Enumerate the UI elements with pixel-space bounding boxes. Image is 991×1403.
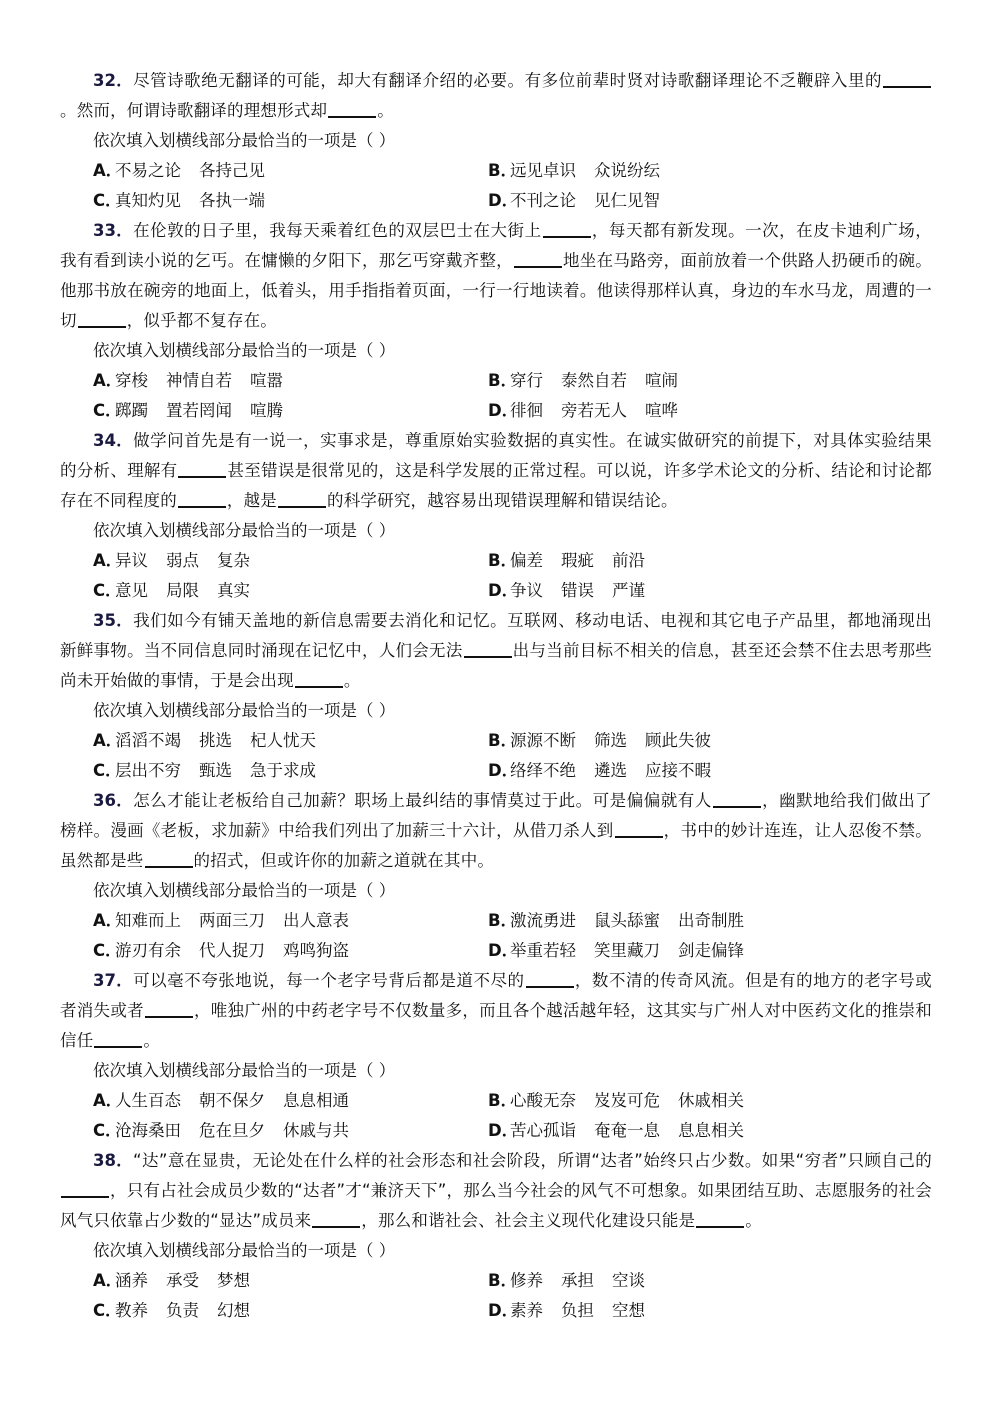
option-word: 争议 (510, 581, 543, 600)
stem-text: 做学问首先是有一说一，实事求是，尊重原始实验数据的真实性。在诚实做研究的前提下，对具体实验结果的分析、理解有 (60, 431, 932, 480)
option-b (488, 1266, 883, 1296)
option-word: 激流勇进 (510, 911, 576, 930)
option-word: 幻想 (217, 1301, 250, 1320)
stem-text: 。然而，何谓诗歌翻译的理想形式却 (60, 101, 328, 120)
option-letter: D． (488, 761, 519, 780)
option-c (93, 396, 488, 426)
fill-blank (61, 1195, 109, 1198)
option-words (115, 186, 283, 216)
option-word: 急于求成 (250, 761, 316, 780)
option-words (510, 726, 729, 756)
option-word: 危在旦夕 (199, 1121, 265, 1140)
option-c (93, 936, 488, 966)
stem-text: “达”意在显贵，无论处在什么样的社会形态和社会阶段，所谓“达者”始终只占少数。如果“穷者”只顾自己的 (132, 1151, 932, 1170)
stem-text: ，书中的妙计连连，让人忍俊不禁。虽然都是些 (60, 821, 932, 870)
option-word: 瑕疵 (561, 551, 594, 570)
option-word: 空想 (612, 1301, 645, 1320)
exam-page (60, 66, 932, 1326)
stem-text: 。 (143, 1031, 161, 1050)
option-c (93, 1296, 488, 1326)
option-word: 遴选 (594, 761, 627, 780)
option-word: 知难而上 (115, 911, 181, 930)
option-word: 旁若无人 (561, 401, 627, 420)
option-word: 奄奄一息 (594, 1121, 660, 1140)
fill-blank (328, 115, 376, 118)
options-row (60, 1086, 932, 1116)
option-d (488, 576, 883, 606)
question-stem (60, 66, 932, 126)
option-word: 人生百态 (115, 1091, 181, 1110)
option-words (510, 396, 696, 426)
option-a (93, 1266, 488, 1296)
stem-text: 尽管诗歌绝无翻译的可能，却大有翻译介绍的必要。有多位前辈时贤对诗歌翻译理论不乏鞭辟入里的 (133, 71, 882, 90)
option-word: 层出不穷 (115, 761, 181, 780)
option-word: 素养 (510, 1301, 543, 1320)
option-words (115, 1296, 268, 1326)
fill-blank (278, 505, 326, 508)
option-word: 徘徊 (510, 401, 543, 420)
options-row (60, 156, 932, 186)
option-letter: D． (488, 1121, 519, 1140)
stem-text: 可以毫不夸张地说，每一个老字号背后都是道不尽的 (133, 971, 525, 990)
option-word: 代人捉刀 (199, 941, 265, 960)
option-words (510, 1266, 663, 1296)
option-d (488, 936, 883, 966)
option-word: 真实 (217, 581, 250, 600)
question-number: 36． (93, 791, 134, 810)
fill-blank (883, 85, 931, 88)
option-word: 各持己见 (199, 161, 265, 180)
option-b (488, 726, 883, 756)
stem-text: 的招式，但或许你的加薪之道就在其中。 (193, 851, 495, 870)
option-words (510, 576, 663, 606)
option-words (115, 1266, 268, 1296)
fill-blank (312, 1225, 360, 1228)
question-stem (60, 786, 932, 876)
options-row (60, 1116, 932, 1146)
option-word: 息息相通 (283, 1091, 349, 1110)
option-word: 承受 (166, 1271, 199, 1290)
options-row (60, 936, 932, 966)
option-b (488, 546, 883, 576)
fill-blank (178, 475, 226, 478)
options-row (60, 906, 932, 936)
option-d (488, 1296, 883, 1326)
option-words (115, 726, 334, 756)
option-a (93, 156, 488, 186)
option-c (93, 576, 488, 606)
option-d (488, 756, 883, 786)
option-letter: D． (488, 941, 519, 960)
option-letter: A． (93, 731, 123, 750)
option-letter: D． (488, 1301, 519, 1320)
option-word: 朝不保夕 (199, 1091, 265, 1110)
option-word: 两面三刀 (199, 911, 265, 930)
option-words (510, 186, 678, 216)
question-stem (60, 966, 932, 1056)
stem-text: ，幽默地给我们做出了榜样。漫画《老板，求加薪》中给我们列出了加薪三十六计，从借刀杀人到 (60, 791, 932, 840)
option-word: 顾此失彼 (645, 731, 711, 750)
fill-blank (696, 1225, 744, 1228)
option-word: 负担 (561, 1301, 594, 1320)
fill-blank (178, 505, 226, 508)
option-words (115, 936, 367, 966)
options-row (60, 726, 932, 756)
option-words (510, 906, 762, 936)
option-c (93, 756, 488, 786)
option-word: 甄选 (199, 761, 232, 780)
option-a (93, 1086, 488, 1116)
stem-text: 怎么才能让老板给自己加薪？职场上最纠结的事情莫过于此。可是偏偏就有人 (133, 791, 712, 810)
option-word: 喧闹 (645, 371, 678, 390)
option-word: 神情自若 (166, 371, 232, 390)
option-word: 喧嚣 (250, 371, 283, 390)
question-stem (60, 606, 932, 696)
question-prompt: 依次填入划横线部分最恰当的一项是（ ） (93, 131, 396, 150)
option-word: 杞人忧天 (250, 731, 316, 750)
option-word: 休戚相关 (678, 1091, 744, 1110)
option-c (93, 186, 488, 216)
option-word: 络绎不绝 (510, 761, 576, 780)
stem-text: 。 (745, 1211, 762, 1230)
option-a (93, 726, 488, 756)
option-words (115, 156, 283, 186)
fill-blank (145, 1015, 193, 1018)
option-words (510, 156, 678, 186)
fill-blank (713, 805, 761, 808)
stem-text: 的科学研究，越容易出现错误理解和错误结论。 (327, 491, 678, 510)
option-letter: D． (488, 581, 519, 600)
option-word: 滔滔不竭 (115, 731, 181, 750)
option-letter: B． (488, 371, 518, 390)
option-word: 置若罔闻 (166, 401, 232, 420)
options-row (60, 396, 932, 426)
option-words (115, 366, 301, 396)
question-stem (60, 426, 932, 516)
option-word: 教养 (115, 1301, 148, 1320)
question-32 (60, 66, 932, 216)
option-word: 挑选 (199, 731, 232, 750)
option-letter: A． (93, 1271, 123, 1290)
option-word: 各执一端 (199, 191, 265, 210)
question-38 (60, 1146, 932, 1326)
option-letter: A． (93, 1091, 123, 1110)
option-letter: B． (488, 911, 518, 930)
fill-blank (464, 655, 512, 658)
option-d (488, 396, 883, 426)
fill-blank (514, 265, 562, 268)
options-row (60, 576, 932, 606)
option-word: 穿梭 (115, 371, 148, 390)
option-letter: A． (93, 551, 123, 570)
option-word: 梦想 (217, 1271, 250, 1290)
option-word: 偏差 (510, 551, 543, 570)
option-word: 游刃有余 (115, 941, 181, 960)
option-word: 承担 (561, 1271, 594, 1290)
option-word: 众说纷纭 (594, 161, 660, 180)
question-prompt: 依次填入划横线部分最恰当的一项是（ ） (93, 1241, 396, 1260)
option-a (93, 906, 488, 936)
fill-blank (295, 685, 343, 688)
question-33 (60, 216, 932, 426)
options-row (60, 1266, 932, 1296)
stem-text: ，唯独广州的中药老字号不仅数量多，而且各个越活越年轻，这其实与广州人对中医药文化的推崇和信任 (60, 1001, 933, 1050)
option-words (115, 1116, 367, 1146)
option-word: 弱点 (166, 551, 199, 570)
question-number: 38． (93, 1151, 133, 1170)
question-34 (60, 426, 932, 606)
option-word: 涵养 (115, 1271, 148, 1290)
option-letter: A． (93, 371, 123, 390)
option-letter: B． (488, 731, 518, 750)
option-b (488, 366, 883, 396)
option-word: 苦心孤诣 (510, 1121, 576, 1140)
option-b (488, 156, 883, 186)
option-word: 真知灼见 (115, 191, 181, 210)
option-word: 不刊之论 (510, 191, 576, 210)
option-word: 举重若轻 (510, 941, 576, 960)
question-prompt: 依次填入划横线部分最恰当的一项是（ ） (93, 341, 396, 360)
fill-blank (615, 835, 663, 838)
option-b (488, 906, 883, 936)
option-word: 休戚与共 (283, 1121, 349, 1140)
option-words (510, 546, 663, 576)
question-number: 34． (93, 431, 134, 450)
option-d (488, 186, 883, 216)
stem-text: ，数不清的传奇风流。但是有的地方的老字号或者消失或者 (60, 971, 932, 1020)
option-word: 不易之论 (115, 161, 181, 180)
question-prompt: 依次填入划横线部分最恰当的一项是（ ） (93, 701, 396, 720)
option-word: 踯躅 (115, 401, 148, 420)
question-prompt: 依次填入划横线部分最恰当的一项是（ ） (93, 881, 396, 900)
option-word: 严谨 (612, 581, 645, 600)
stem-text: 地坐在马路旁，面前放着一个供路人扔硬币的碗。他那书放在碗旁的地面上，低着头，用手指指着页面，一行一行地读着。他读得那样认真，身边的车水马龙，周遭的一切 (60, 251, 932, 330)
option-words (115, 546, 268, 576)
option-word: 喧腾 (250, 401, 283, 420)
option-word: 息息相关 (678, 1121, 744, 1140)
option-words (510, 366, 696, 396)
option-words (510, 936, 762, 966)
stem-text: ，那么和谐社会、社会主义现代化建设只能是 (361, 1211, 696, 1230)
option-word: 远见卓识 (510, 161, 576, 180)
question-36 (60, 786, 932, 966)
option-word: 意见 (115, 581, 148, 600)
question-number: 37． (93, 971, 134, 990)
question-prompt: 依次填入划横线部分最恰当的一项是（ ） (93, 521, 396, 540)
option-word: 穿行 (510, 371, 543, 390)
option-word: 筛选 (594, 731, 627, 750)
option-word: 见仁见智 (594, 191, 660, 210)
option-word: 源源不断 (510, 731, 576, 750)
question-stem (60, 216, 932, 336)
option-word: 鸡鸣狗盗 (283, 941, 349, 960)
option-letter: B． (488, 1271, 518, 1290)
option-word: 出人意表 (283, 911, 349, 930)
option-word: 岌岌可危 (594, 1091, 660, 1110)
option-word: 泰然自若 (561, 371, 627, 390)
option-word: 沧海桑田 (115, 1121, 181, 1140)
option-letter: C． (93, 941, 122, 960)
option-words (510, 1296, 663, 1326)
stem-text: 。 (377, 101, 394, 120)
options-row (60, 756, 932, 786)
option-c (93, 1116, 488, 1146)
option-word: 修养 (510, 1271, 543, 1290)
option-d (488, 1116, 883, 1146)
option-letter: B． (488, 1091, 518, 1110)
option-words (115, 396, 301, 426)
stem-text: 。 (343, 671, 361, 690)
option-word: 异议 (115, 551, 148, 570)
options-row (60, 546, 932, 576)
option-letter: C． (93, 1121, 122, 1140)
option-letter: A． (93, 161, 123, 180)
question-35 (60, 606, 932, 786)
stem-text: 甚至错误是很常见的，这是科学发展的正常过程。可以说，许多学术论文的分析、结论和讨论都存在不同程度的 (60, 461, 932, 510)
option-words (115, 1086, 367, 1116)
stem-text: 在伦敦的日子里，我每天乘着红色的双层巴士在大街上 (133, 221, 542, 240)
option-letter: D． (488, 191, 519, 210)
option-words (115, 576, 268, 606)
option-word: 复杂 (217, 551, 250, 570)
option-word: 出奇制胜 (678, 911, 744, 930)
question-number: 33． (93, 221, 134, 240)
stem-text: 出与当前目标不相关的信息，甚至还会禁不住去思考那些尚未开始做的事情，于是会出现 (60, 641, 932, 690)
fill-blank (145, 865, 193, 868)
stem-text: ，每天都有新发现。一次，在皮卡迪利广场，我有看到读小说的乞丐。在慵懒的夕阳下，那乞丐穿戴齐整， (60, 221, 932, 270)
option-words (510, 1116, 762, 1146)
fill-blank (526, 985, 574, 988)
option-letter: D． (488, 401, 519, 420)
stem-text: 我们如今有铺天盖地的新信息需要去消化和记忆。互联网、移动电话、电视和其它电子产品里，都地涌现出新鲜事物。当不同信息同时涌现在记忆中，人们会无法 (60, 611, 932, 660)
option-word: 负责 (166, 1301, 199, 1320)
fill-blank (94, 1045, 142, 1048)
option-a (93, 546, 488, 576)
option-b (488, 1086, 883, 1116)
option-word: 喧哗 (645, 401, 678, 420)
option-word: 局限 (166, 581, 199, 600)
option-word: 错误 (561, 581, 594, 600)
options-row (60, 366, 932, 396)
question-number: 35． (93, 611, 134, 630)
fill-blank (78, 325, 126, 328)
question-number: 32． (93, 71, 134, 90)
option-word: 心酸无奈 (510, 1091, 576, 1110)
stem-text: ，越是 (226, 491, 278, 510)
question-stem (60, 1146, 932, 1236)
option-letter: C． (93, 191, 122, 210)
option-word: 鼠头舔蜜 (594, 911, 660, 930)
fill-blank (543, 235, 591, 238)
stem-text: ，只有占社会成员少数的“达者”才“兼济天下”，那么当今社会的风气不可想象。如果团结互助、志愿服务的社会风气只依靠占少数的“显达”成员来 (60, 1181, 932, 1230)
option-word: 空谈 (612, 1271, 645, 1290)
options-row (60, 1296, 932, 1326)
option-letter: B． (488, 551, 518, 570)
option-word: 应接不暇 (645, 761, 711, 780)
option-words (510, 1086, 762, 1116)
option-word: 笑里藏刀 (594, 941, 660, 960)
option-words (115, 756, 334, 786)
option-words (115, 906, 367, 936)
option-letter: B． (488, 161, 518, 180)
option-word: 剑走偏锋 (678, 941, 744, 960)
stem-text: ，似乎都不复存在。 (126, 311, 278, 330)
question-37 (60, 966, 932, 1146)
option-words (510, 756, 729, 786)
option-letter: A． (93, 911, 123, 930)
option-letter: C． (93, 401, 122, 420)
option-letter: C． (93, 1301, 122, 1320)
option-letter: C． (93, 581, 122, 600)
options-row (60, 186, 932, 216)
question-prompt: 依次填入划横线部分最恰当的一项是（ ） (93, 1061, 396, 1080)
option-a (93, 366, 488, 396)
option-word: 前沿 (612, 551, 645, 570)
option-letter: C． (93, 761, 122, 780)
